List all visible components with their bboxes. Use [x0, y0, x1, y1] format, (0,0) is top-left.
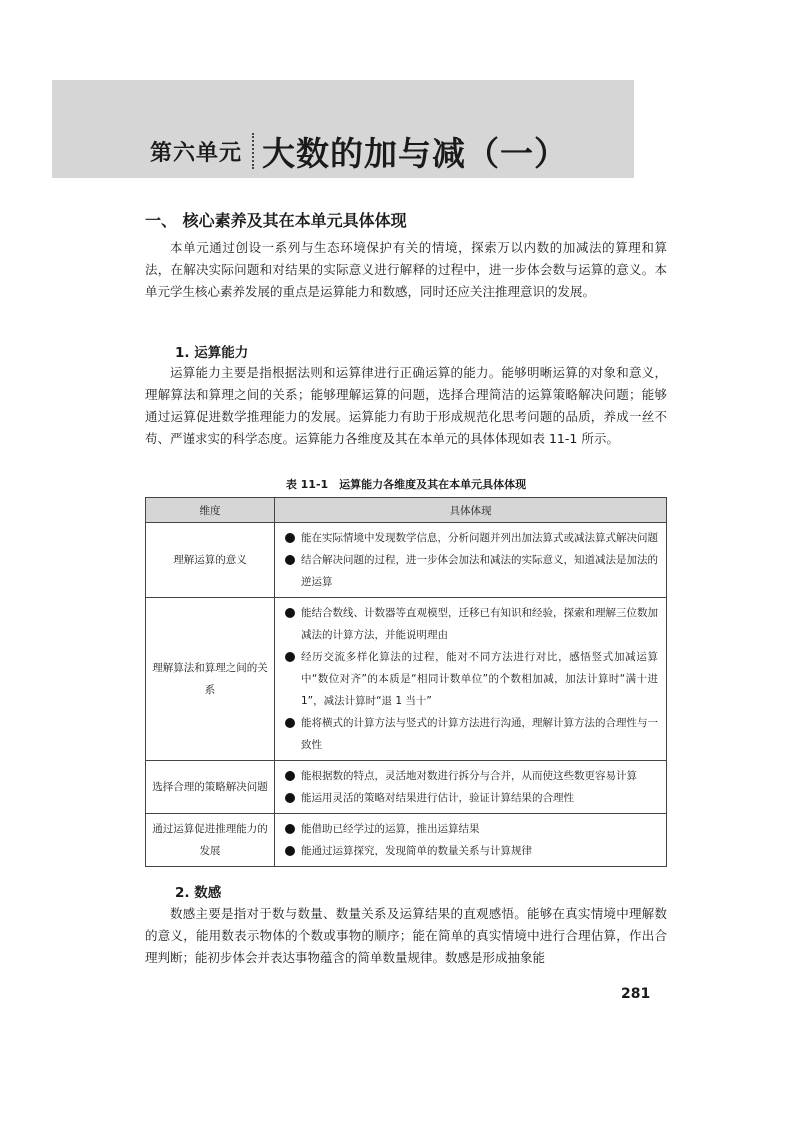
table-caption: 表 11-1 运算能力各维度及其在本单元具体体现	[285, 478, 527, 491]
subsection-heading-computation: 1. 运算能力	[175, 345, 249, 361]
detail-point: 结合解决问题的过程，进一步体会加法和减法的实际意义，知道减法是加法的逆运算	[285, 549, 658, 593]
number-sense-paragraph: 数感主要是指对于数与数量、数量关系及运算结果的直观感悟。能够在真实情境中理解数的意义，能用数表示物体的个数或事物的顺序；能在简单的真实情境中进行合理估算，作出合理判断；能初步体会并表达事物蕴含的简单数量规律。数感是形成抽象能	[145, 906, 667, 965]
table-row	[146, 814, 667, 867]
unit-title: 大数的加与减（一）	[262, 133, 569, 173]
intro-paragraph: 本单元通过创设一系列与生态环境保护有关的情境，探索万以内数的加减法的算理和算法，在解决实际问题和对结果的实际意义进行解释的过程中，进一步体会数与运算的意义。本单元学生核心素养发展的重点是运算能力和数感，同时还应关注推理意识的发展。	[145, 240, 667, 299]
table-header-row	[146, 498, 667, 523]
table-header-detail: 具体体现	[275, 498, 667, 523]
detail-point: 能结合数线、计数器等直观模型，迁移已有知识和经验，探索和理解三位数加减法的计算方法，并能说明理由	[285, 602, 658, 646]
detail-point: 能将横式的计算方法与竖式的计算方法进行沟通，理解计算方法的合理性与一致性	[285, 712, 658, 756]
page-number: 281	[621, 986, 651, 1002]
detail-point: 能运用灵活的策略对结果进行估计，验证计算结果的合理性	[285, 787, 658, 809]
dimension-name: 理解运算的意义	[146, 523, 275, 598]
dimension-name: 理解算法和算理之间的关系	[146, 598, 275, 761]
detail-point: 能通过运算探究，发现简单的数量关系与计算规律	[285, 840, 658, 862]
subsection-heading-number-sense: 2. 数感	[175, 885, 222, 901]
dimension-detail	[275, 761, 667, 814]
unit-title-block	[150, 126, 568, 176]
detail-point: 能根据数的特点，灵活地对数进行拆分与合并，从而使这些数更容易计算	[285, 765, 658, 787]
table-row	[146, 598, 667, 761]
title-divider	[252, 133, 254, 169]
dimension-name: 通过运算促进推理能力的发展	[146, 814, 275, 867]
dimension-detail	[275, 598, 667, 761]
table-row	[146, 523, 667, 598]
dimension-name: 选择合理的策略解决问题	[146, 761, 275, 814]
unit-label: 第六单元	[150, 140, 243, 166]
table-header-dimension: 维度	[146, 498, 275, 523]
table-row	[146, 761, 667, 814]
dimension-table	[145, 497, 667, 867]
detail-point: 经历交流多样化算法的过程，能对不同方法进行对比，感悟竖式加减运算中“数位对齐”的本质是“相同计数单位”的个数相加减，加法计算时“满十进 1”，减法计算时“退 1 当十”	[285, 646, 658, 712]
dimension-detail	[275, 814, 667, 867]
detail-point: 能借助已经学过的运算，推出运算结果	[285, 818, 658, 840]
dimension-detail	[275, 523, 667, 598]
section-heading: 一、 核心素养及其在本单元具体体现	[145, 211, 407, 230]
computation-paragraph: 运算能力主要是指根据法则和运算律进行正确运算的能力。能够明晰运算的对象和意义，理解算法和算理之间的关系；能够理解运算的问题，选择合理简洁的运算策略解决问题；能够通过运算促进数学推理能力的发展。运算能力有助于形成规范化思考问题的品质，养成一丝不苟、严谨求实的科学态度。运算能力各维度及其在本单元的具体体现如表 11-1 所示。	[145, 365, 667, 446]
detail-point: 能在实际情境中发现数学信息，分析问题并列出加法算式或减法算式解决问题	[285, 527, 658, 549]
